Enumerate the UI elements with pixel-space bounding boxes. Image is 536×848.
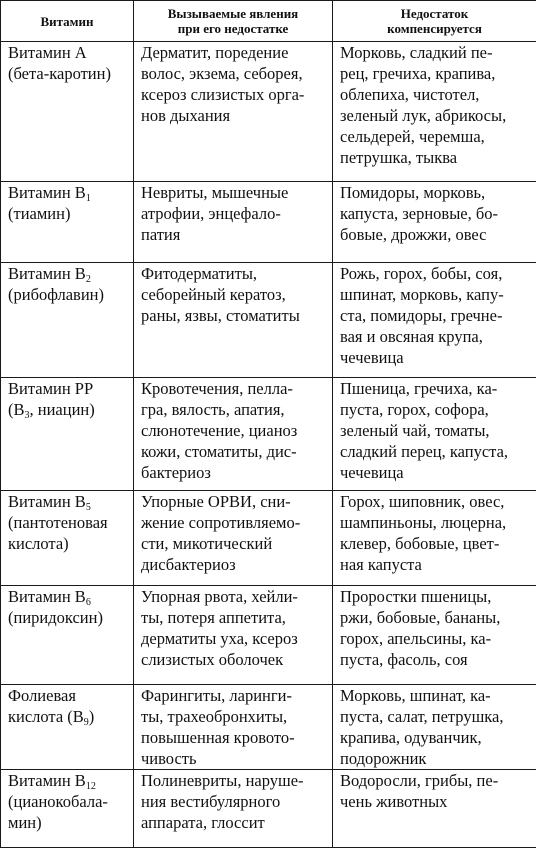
sources-line: ная капуста: [340, 554, 532, 575]
effects-line: атрофии, энцефало-: [141, 203, 328, 224]
effects-line: ния вестибулярного: [141, 791, 328, 812]
sources-line: Помидоры, морковь,: [340, 182, 532, 203]
effects-cell: [134, 685, 333, 770]
effects-line: слизистых оболочек: [141, 649, 328, 670]
sources-line: пуста, салат, петрушка,: [340, 706, 532, 727]
vitamin-alt-name: [8, 399, 129, 420]
vitamin-subscript: 5: [86, 502, 91, 513]
sources-line: Морковь, сладкий пе-: [340, 42, 532, 63]
sources-line: ста, помидоры, гречне-: [340, 305, 532, 326]
vitamin-alt-name: (цианокобала-: [8, 791, 129, 812]
vitamin-subscript: 1: [86, 193, 91, 204]
vitamin-name: [8, 685, 129, 706]
effects-line: Полиневриты, наруше-: [141, 770, 328, 791]
table-row: [1, 685, 536, 770]
effects-line: нов дыхания: [141, 105, 328, 126]
sources-line: чень животных: [340, 791, 532, 812]
vitamin-name: [8, 378, 129, 399]
header-effects: Вызываемые явления при его недостатке: [134, 1, 333, 42]
effects-line: сти, микотический: [141, 533, 328, 554]
vitamin-alt-name: [8, 706, 129, 727]
sources-line: клевер, бобовые, цвет-: [340, 533, 532, 554]
effects-line: бактериоз: [141, 462, 328, 483]
table-row: [1, 770, 536, 848]
vitamin-name: [8, 182, 129, 203]
effects-line: дисбактериоз: [141, 554, 328, 575]
sources-line: горох, апельсины, ка-: [340, 628, 532, 649]
effects-line: Фарингиты, ларинги-: [141, 685, 328, 706]
vitamin-name: [8, 770, 129, 791]
effects-cell: [134, 586, 333, 685]
effects-line: Кровотечения, пелла-: [141, 378, 328, 399]
effects-line: дерматиты уха, ксероз: [141, 628, 328, 649]
vitamin-cell: [1, 378, 134, 491]
sources-line: Горох, шиповник, овес,: [340, 491, 532, 512]
effects-line: ксероз слизистых орга-: [141, 84, 328, 105]
sources-line: сладкий перец, капуста,: [340, 441, 532, 462]
effects-line: Невриты, мышечные: [141, 182, 328, 203]
effects-line: волос, экзема, себорея,: [141, 63, 328, 84]
effects-line: патия: [141, 224, 328, 245]
effects-cell: [134, 263, 333, 378]
effects-line: Дерматит, поредение: [141, 42, 328, 63]
effects-cell: [134, 770, 333, 848]
table-row: [1, 182, 536, 263]
vitamin-alt-suffix: ): [89, 707, 95, 726]
vitamin-name-text: Витамин A: [8, 43, 87, 62]
sources-line: петрушка, тыква: [340, 147, 532, 168]
header-sources: Недостаток компенсируется: [333, 1, 536, 42]
sources-cell: [333, 42, 536, 182]
sources-line: Морковь, шпинат, ка-: [340, 685, 532, 706]
vitamin-alt-subscript: 3: [25, 410, 30, 421]
vitamin-alt-name: (пиридоксин): [8, 607, 129, 628]
vitamin-name-text: Фолиевая: [8, 686, 76, 705]
sources-line: бовые, дрожжи, овес: [340, 224, 532, 245]
effects-line: аппарата, глоссит: [141, 812, 328, 833]
sources-line: Водоросли, грибы, пе-: [340, 770, 532, 791]
vitamin-name-text: Витамин B: [8, 264, 86, 283]
sources-line: шампиньоны, люцерна,: [340, 512, 532, 533]
table-row: [1, 586, 536, 685]
effects-line: чивость: [141, 748, 328, 769]
vitamin-name: [8, 586, 129, 607]
effects-line: Фитодерматиты,: [141, 263, 328, 284]
sources-line: вая и овсяная крупа,: [340, 326, 532, 347]
sources-cell: [333, 770, 536, 848]
sources-line: подорожник: [340, 748, 532, 769]
effects-line: себорейный кератоз,: [141, 284, 328, 305]
effects-cell: [134, 491, 333, 586]
sources-line: зеленый чай, томаты,: [340, 420, 532, 441]
sources-line: ржи, бобовые, бананы,: [340, 607, 532, 628]
vitamin-cell: [1, 770, 134, 848]
effects-line: гра, вялость, апатия,: [141, 399, 328, 420]
table-row: [1, 378, 536, 491]
sources-line: шпинат, морковь, капу-: [340, 284, 532, 305]
effects-line: слюнотечение, цианоз: [141, 420, 328, 441]
vitamin-alt-suffix: , ниацин): [30, 400, 95, 419]
table-header-row: [1, 1, 536, 42]
sources-line: чечевица: [340, 347, 532, 368]
header-vitamin: Витамин: [1, 1, 134, 42]
vitamin-alt-subscript: 9: [84, 717, 89, 728]
table-row: [1, 263, 536, 378]
effects-line: ты, трахеобронхиты,: [141, 706, 328, 727]
sources-cell: [333, 685, 536, 770]
effects-cell: [134, 182, 333, 263]
sources-cell: [333, 378, 536, 491]
vitamin-cell: [1, 586, 134, 685]
sources-cell: [333, 263, 536, 378]
vitamin-cell: [1, 685, 134, 770]
vitamin-alt-name: (рибофлавин): [8, 284, 129, 305]
vitamin-name-text: Витамин B: [8, 183, 86, 202]
sources-line: зеленый лук, абрикосы,: [340, 105, 532, 126]
vitamin-alt-name: (тиамин): [8, 203, 129, 224]
effects-line: ты, потеря аппетита,: [141, 607, 328, 628]
vitamin-name-text: Витамин PP: [8, 379, 93, 398]
vitamin-name-text: Витамин B: [8, 492, 86, 511]
effects-line: кожи, стоматиты, дис-: [141, 441, 328, 462]
vitamin-alt-name: (бета-каротин): [8, 63, 129, 84]
vitamin-alt-name: кислота): [8, 533, 129, 554]
vitamin-cell: [1, 491, 134, 586]
vitamin-subscript: 6: [86, 597, 91, 608]
vitamin-alt-prefix: (B: [8, 400, 25, 419]
effects-cell: [134, 42, 333, 182]
sources-line: чечевица: [340, 462, 532, 483]
vitamin-alt-name: (пантотеновая: [8, 512, 129, 533]
sources-cell: [333, 586, 536, 685]
effects-line: раны, язвы, стоматиты: [141, 305, 328, 326]
table-row: [1, 42, 536, 182]
vitamin-name: [8, 263, 129, 284]
vitamin-name: [8, 42, 129, 63]
sources-line: Рожь, горох, бобы, соя,: [340, 263, 532, 284]
effects-line: Упорные ОРВИ, сни-: [141, 491, 328, 512]
sources-line: Проростки пшеницы,: [340, 586, 532, 607]
vitamin-subscript: 12: [86, 781, 96, 792]
effects-line: Упорная рвота, хейли-: [141, 586, 328, 607]
effects-line: жение сопротивляемо-: [141, 512, 328, 533]
vitamin-alt-name: мин): [8, 812, 129, 833]
vitamin-cell: [1, 42, 134, 182]
vitamin-name: [8, 491, 129, 512]
vitamin-subscript: 2: [86, 274, 91, 285]
vitamin-name-text: Витамин B: [8, 771, 86, 790]
sources-cell: [333, 491, 536, 586]
vitamin-alt-prefix: кислота (B: [8, 707, 84, 726]
effects-cell: [134, 378, 333, 491]
sources-cell: [333, 182, 536, 263]
table-row: [1, 491, 536, 586]
sources-line: капуста, зерновые, бо-: [340, 203, 532, 224]
sources-line: сельдерей, черемша,: [340, 126, 532, 147]
sources-line: рец, гречиха, крапива,: [340, 63, 532, 84]
sources-line: Пшеница, гречиха, ка-: [340, 378, 532, 399]
vitamin-cell: [1, 182, 134, 263]
sources-line: облепиха, чистотел,: [340, 84, 532, 105]
effects-line: повышенная кровото-: [141, 727, 328, 748]
sources-line: пуста, горох, софора,: [340, 399, 532, 420]
sources-line: крапива, одуванчик,: [340, 727, 532, 748]
vitamin-name-text: Витамин B: [8, 587, 86, 606]
vitamin-cell: [1, 263, 134, 378]
sources-line: пуста, фасоль, соя: [340, 649, 532, 670]
